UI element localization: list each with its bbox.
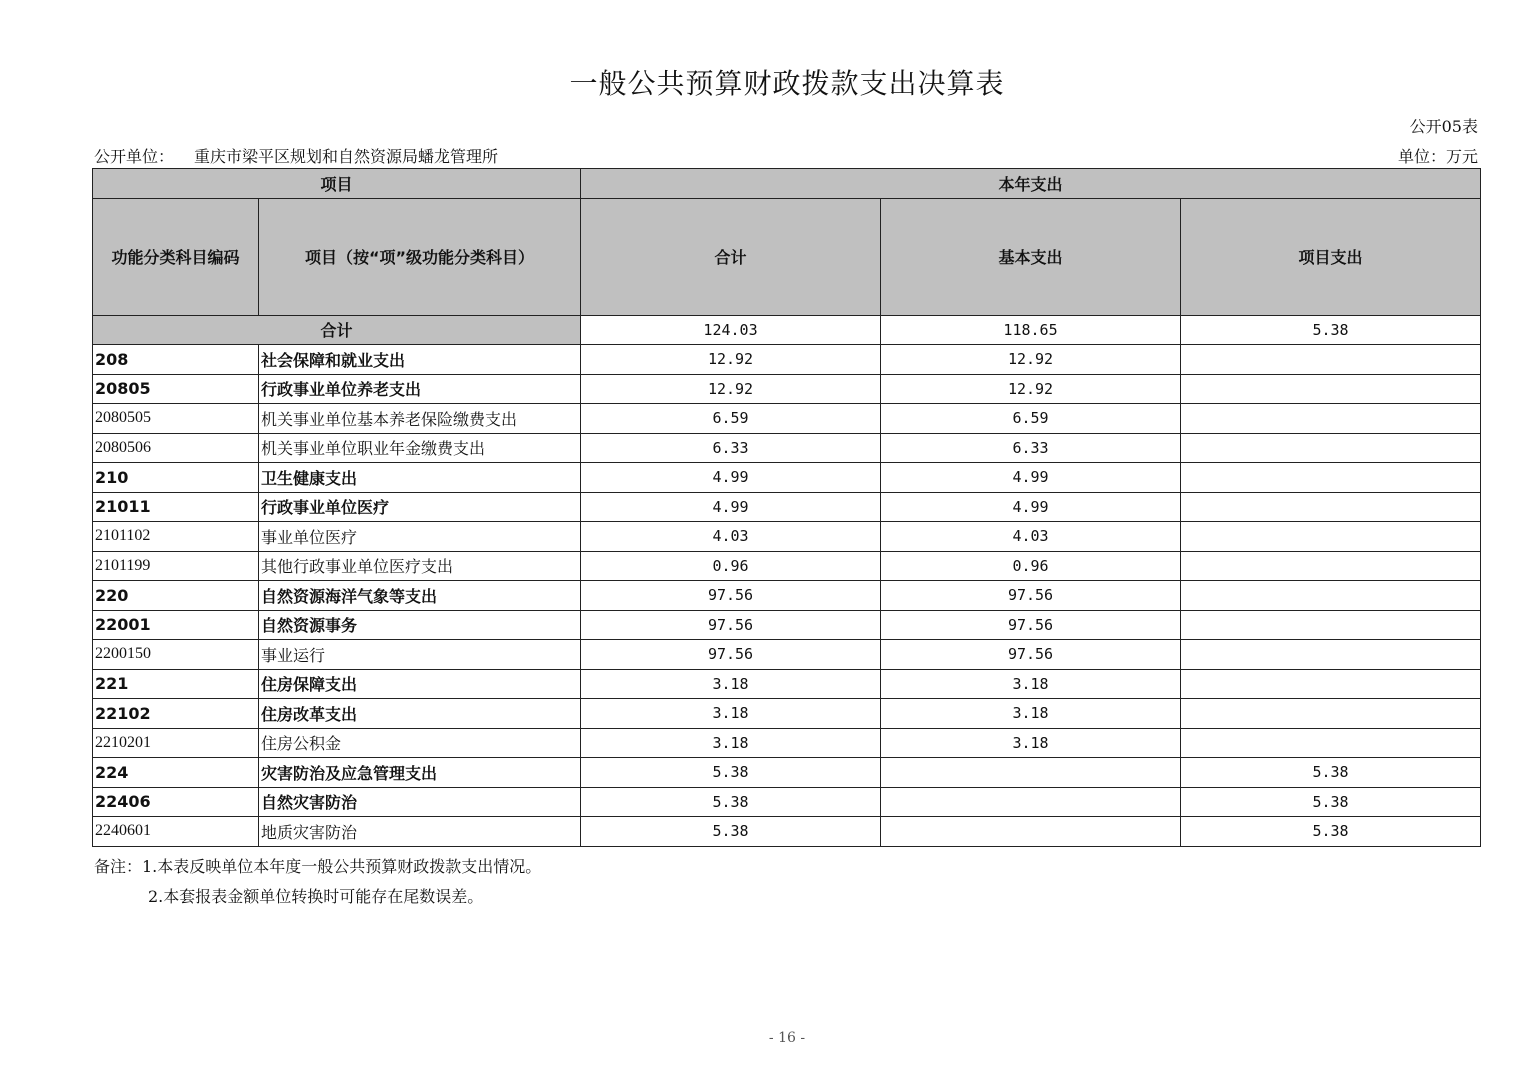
row-program <box>1181 374 1481 404</box>
note-line-1: 备注：1.本表反映单位本年度一般公共预算财政拨款支出情况。 <box>94 857 542 876</box>
row-total: 3.18 <box>581 669 881 699</box>
row-basic: 12.92 <box>881 345 1181 375</box>
header-current-year: 本年支出 <box>581 169 1481 199</box>
currency-unit: 单位：万元 <box>1397 147 1478 166</box>
row-program <box>1181 669 1481 699</box>
row-name: 其他行政事业单位医疗支出 <box>259 551 581 581</box>
row-code: 22102 <box>93 699 259 729</box>
row-program <box>1181 728 1481 758</box>
row-basic: 4.03 <box>881 522 1181 552</box>
table-row <box>93 374 1481 404</box>
row-basic: 6.59 <box>881 404 1181 434</box>
table-row <box>93 433 1481 463</box>
row-code: 2101199 <box>93 551 259 581</box>
unit-label: 公开单位： <box>94 147 175 166</box>
notes <box>94 852 541 912</box>
table-row <box>93 610 1481 640</box>
row-total: 97.56 <box>581 581 881 611</box>
row-basic: 3.18 <box>881 699 1181 729</box>
header-row-1 <box>93 169 1481 199</box>
row-program: 5.38 <box>1181 758 1481 788</box>
row-basic: 0.96 <box>881 551 1181 581</box>
table-row <box>93 669 1481 699</box>
row-program <box>1181 492 1481 522</box>
row-code: 2210201 <box>93 728 259 758</box>
row-name: 自然资源海洋气象等支出 <box>259 581 581 611</box>
total-label: 合计 <box>93 315 581 345</box>
row-total: 6.33 <box>581 433 881 463</box>
row-name: 事业运行 <box>259 640 581 670</box>
row-program <box>1181 699 1481 729</box>
row-name: 自然灾害防治 <box>259 787 581 817</box>
table-row <box>93 699 1481 729</box>
table-row <box>93 728 1481 758</box>
row-program <box>1181 610 1481 640</box>
table-row <box>93 581 1481 611</box>
row-code: 2101102 <box>93 522 259 552</box>
row-total: 3.18 <box>581 699 881 729</box>
row-program <box>1181 433 1481 463</box>
row-basic: 97.56 <box>881 610 1181 640</box>
row-basic: 4.99 <box>881 492 1181 522</box>
row-name: 机关事业单位职业年金缴费支出 <box>259 433 581 463</box>
row-name: 地质灾害防治 <box>259 817 581 847</box>
row-basic: 3.18 <box>881 669 1181 699</box>
row-basic: 3.18 <box>881 728 1181 758</box>
row-name: 事业单位医疗 <box>259 522 581 552</box>
header-project: 项目 <box>93 169 581 199</box>
row-total: 4.99 <box>581 492 881 522</box>
row-name: 自然资源事务 <box>259 610 581 640</box>
table-row <box>93 551 1481 581</box>
row-code: 208 <box>93 345 259 375</box>
table-number: 公开05表 <box>1409 117 1478 136</box>
row-code: 2200150 <box>93 640 259 670</box>
row-program <box>1181 345 1481 375</box>
row-code: 21011 <box>93 492 259 522</box>
row-name: 住房公积金 <box>259 728 581 758</box>
table-row <box>93 463 1481 493</box>
row-total: 97.56 <box>581 610 881 640</box>
row-code: 20805 <box>93 374 259 404</box>
row-name: 灾害防治及应急管理支出 <box>259 758 581 788</box>
page-number: - 16 - <box>768 1030 806 1046</box>
row-total: 6.59 <box>581 404 881 434</box>
row-program: 5.38 <box>1181 787 1481 817</box>
row-total: 4.99 <box>581 463 881 493</box>
row-name: 卫生健康支出 <box>259 463 581 493</box>
header-program: 项目支出 <box>1181 198 1481 315</box>
row-code: 22406 <box>93 787 259 817</box>
row-program <box>1181 404 1481 434</box>
total-program: 5.38 <box>1181 315 1481 345</box>
row-total: 12.92 <box>581 374 881 404</box>
table-row <box>93 522 1481 552</box>
row-program: 5.38 <box>1181 817 1481 847</box>
row-basic: 12.92 <box>881 374 1181 404</box>
row-total: 5.38 <box>581 758 881 788</box>
total-amount: 124.03 <box>581 315 881 345</box>
row-name: 机关事业单位基本养老保险缴费支出 <box>259 404 581 434</box>
page-title: 一般公共预算财政拨款支出决算表 <box>569 67 1005 100</box>
total-row <box>93 315 1481 345</box>
row-program <box>1181 640 1481 670</box>
row-basic <box>881 758 1181 788</box>
row-basic <box>881 787 1181 817</box>
table-row <box>93 817 1481 847</box>
table-row <box>93 758 1481 788</box>
row-name: 行政事业单位养老支出 <box>259 374 581 404</box>
table-row <box>93 640 1481 670</box>
table-row <box>93 787 1481 817</box>
expenditure-table <box>92 168 1481 847</box>
table-row <box>93 492 1481 522</box>
table-row <box>93 404 1481 434</box>
header-name: 项目（按“项”级功能分类科目） <box>259 198 581 315</box>
row-program <box>1181 463 1481 493</box>
row-code: 221 <box>93 669 259 699</box>
row-code: 220 <box>93 581 259 611</box>
row-basic: 6.33 <box>881 433 1181 463</box>
row-code: 22001 <box>93 610 259 640</box>
row-program <box>1181 581 1481 611</box>
row-basic: 97.56 <box>881 640 1181 670</box>
row-code: 2240601 <box>93 817 259 847</box>
row-code: 2080505 <box>93 404 259 434</box>
row-basic: 97.56 <box>881 581 1181 611</box>
header-code: 功能分类科目编码 <box>93 198 259 315</box>
row-total: 5.38 <box>581 787 881 817</box>
total-basic: 118.65 <box>881 315 1181 345</box>
row-total: 12.92 <box>581 345 881 375</box>
header-total: 合计 <box>581 198 881 315</box>
header-basic: 基本支出 <box>881 198 1181 315</box>
row-total: 3.18 <box>581 728 881 758</box>
row-basic: 4.99 <box>881 463 1181 493</box>
row-name: 社会保障和就业支出 <box>259 345 581 375</box>
row-name: 住房保障支出 <box>259 669 581 699</box>
header-row-2 <box>93 198 1481 315</box>
row-name: 住房改革支出 <box>259 699 581 729</box>
row-code: 224 <box>93 758 259 788</box>
row-total: 4.03 <box>581 522 881 552</box>
row-total: 97.56 <box>581 640 881 670</box>
row-code: 210 <box>93 463 259 493</box>
table-row <box>93 345 1481 375</box>
row-name: 行政事业单位医疗 <box>259 492 581 522</box>
note-line-2: 2.本套报表金额单位转换时可能存在尾数误差。 <box>148 887 484 906</box>
row-program <box>1181 551 1481 581</box>
row-basic <box>881 817 1181 847</box>
row-program <box>1181 522 1481 552</box>
row-total: 0.96 <box>581 551 881 581</box>
row-total: 5.38 <box>581 817 881 847</box>
unit-name: 重庆市梁平区规划和自然资源局蟠龙管理所 <box>194 147 499 166</box>
row-code: 2080506 <box>93 433 259 463</box>
